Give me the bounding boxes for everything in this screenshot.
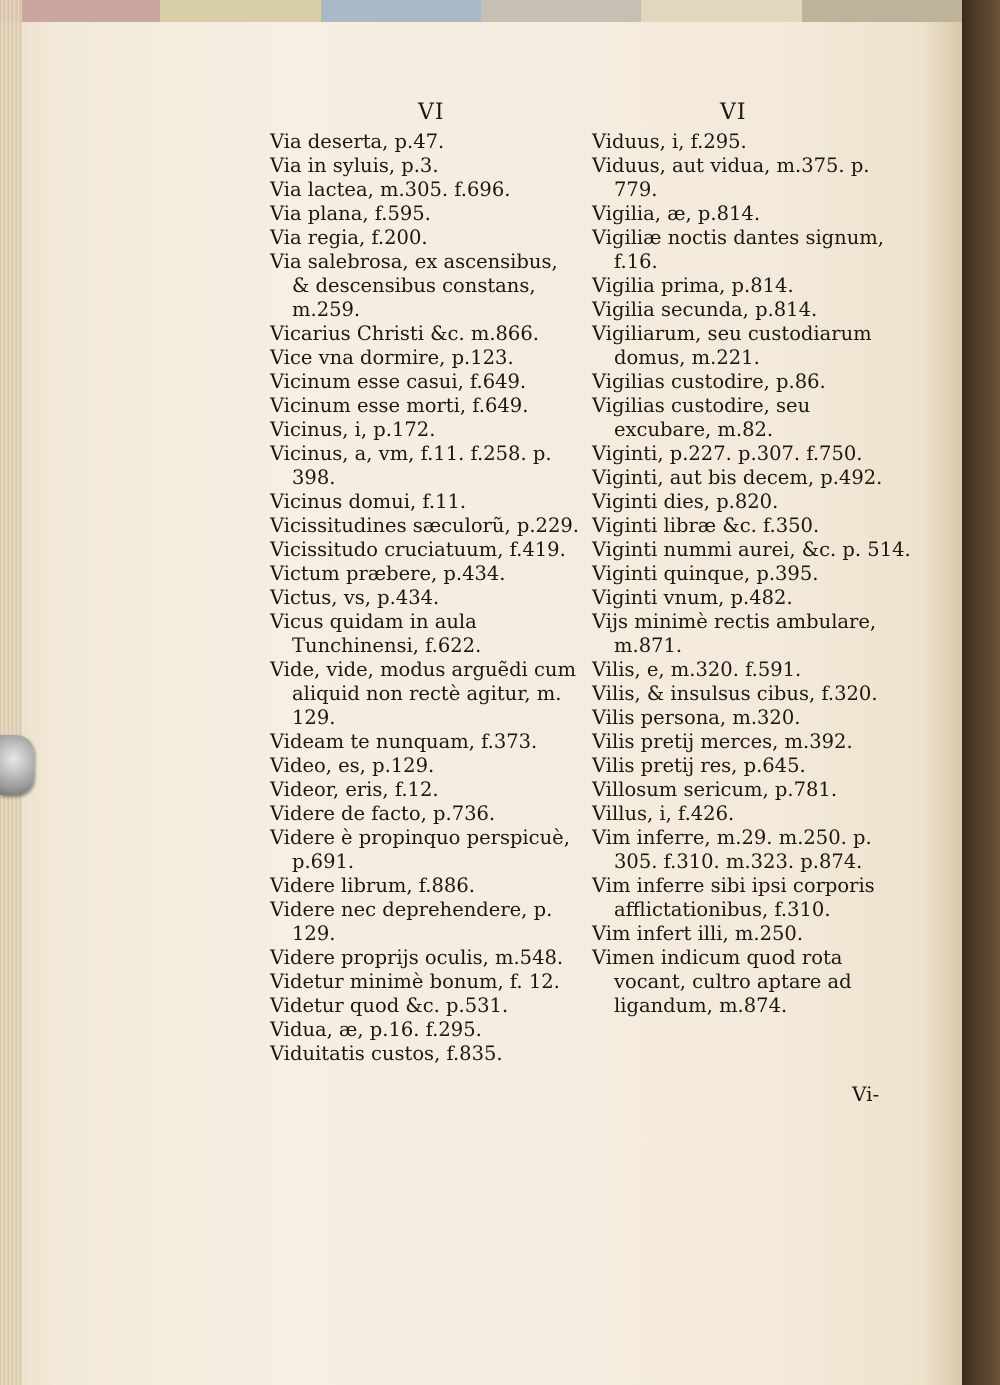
index-entry: Viginti dies, p.820. xyxy=(592,490,779,513)
index-entry: Villosum sericum, p.781. xyxy=(592,778,838,801)
index-entry: Vim infert illi, m.250. xyxy=(592,922,804,945)
index-entry: Via plana, f.595. xyxy=(270,202,431,225)
index-entry: Via salebrosa, ex ascensibus, & descensibus constans, m.259. xyxy=(270,250,558,321)
index-entry: Video, es, p.129. xyxy=(270,754,435,777)
index-entry: Videtur quod &c. p.531. xyxy=(270,994,509,1017)
index-entry: Viginti nummi aurei, &c. p. 514. xyxy=(592,538,911,561)
index-entry: Viduitatis custos, f.835. xyxy=(270,1042,503,1065)
index-entry: Vigilia secunda, p.814. xyxy=(592,298,818,321)
color-calibration-strip xyxy=(0,0,962,22)
catchword: Vi- xyxy=(852,1082,880,1106)
left-column-header: VI xyxy=(418,100,445,125)
index-entry: Vim inferre, m.29. m.250. p. 305. f.310. m.323. p.874. xyxy=(592,826,872,873)
index-entry: Vilis pretij res, p.645. xyxy=(592,754,806,777)
index-entry: Via regia, f.200. xyxy=(270,226,428,249)
index-entry: Viginti, aut bis decem, p.492. xyxy=(592,466,883,489)
index-entry: Vicissitudo cruciatuum, f.419. xyxy=(270,538,566,561)
index-entry: Videre proprijs oculis, m.548. xyxy=(270,946,564,969)
index-entry: Viginti, p.227. p.307. f.750. xyxy=(592,442,863,465)
index-entry: Vicinus, a, vm, f.11. f.258. p. 398. xyxy=(270,442,552,489)
index-entry: Vigiliarum, seu custodiarum domus, m.221. xyxy=(592,322,872,369)
index-entry: Via lactea, m.305. f.696. xyxy=(270,178,511,201)
index-entry: Vigilia, æ, p.814. xyxy=(592,202,761,225)
index-entry: Vilis, & insulsus cibus, f.320. xyxy=(592,682,878,705)
index-entry: Via in syluis, p.3. xyxy=(270,154,439,177)
index-entry: Vicissitudines sæculorũ, p.229. xyxy=(270,514,579,537)
index-entry: Vide, vide, modus arguẽdi cum aliquid non rectè agitur, m. 129. xyxy=(270,658,576,729)
right-column-header: VI xyxy=(720,100,747,125)
index-entry: Viginti vnum, p.482. xyxy=(592,586,793,609)
index-entry: Victum præbere, p.434. xyxy=(270,562,506,585)
index-entry: Vicus quidam in aula Tunchinensi, f.622. xyxy=(270,610,482,657)
index-entry: Vice vna dormire, p.123. xyxy=(270,346,514,369)
index-entry: Viduus, i, f.295. xyxy=(592,130,747,153)
index-entry: Via deserta, p.47. xyxy=(270,130,445,153)
index-entry: Vigilia prima, p.814. xyxy=(592,274,794,297)
index-entry: Vilis persona, m.320. xyxy=(592,706,801,729)
index-entry: Videam te nunquam, f.373. xyxy=(270,730,538,753)
index-entry: Vilis pretij merces, m.392. xyxy=(592,730,853,753)
index-entry: Vimen indicum quod rota vocant, cultro aptare ad ligandum, m.874. xyxy=(592,946,852,1017)
index-entry: Videre nec deprehendere, p. 129. xyxy=(270,898,553,945)
right-index-column xyxy=(592,130,912,1018)
index-entry: Videre librum, f.886. xyxy=(270,874,475,897)
index-entry: Videor, eris, f.12. xyxy=(270,778,439,801)
index-entry: Vijs minimè rectis ambulare, m.871. xyxy=(592,610,877,657)
index-entry: Vigilias custodire, seu excubare, m.82. xyxy=(592,394,811,441)
index-entry: Viginti libræ &c. f.350. xyxy=(592,514,820,537)
index-entry: Victus, vs, p.434. xyxy=(270,586,440,609)
index-entry: Vicarius Christi &c. m.866. xyxy=(270,322,539,345)
page-clip xyxy=(0,735,34,795)
index-entry: Vigilias custodire, p.86. xyxy=(592,370,826,393)
index-entry: Videre è propinquo perspicuè, p.691. xyxy=(270,826,570,873)
index-entry: Villus, i, f.426. xyxy=(592,802,735,825)
index-entry: Vicinum esse casui, f.649. xyxy=(270,370,527,393)
index-entry: Vicinus domui, f.11. xyxy=(270,490,467,513)
index-entry: Videre de facto, p.736. xyxy=(270,802,496,825)
index-entry: Vilis, e, m.320. f.591. xyxy=(592,658,802,681)
page-stack-edges xyxy=(0,0,22,1385)
index-entry: Vicinus, i, p.172. xyxy=(270,418,436,441)
index-entry: Viginti quinque, p.395. xyxy=(592,562,819,585)
index-entry: Videtur minimè bonum, f. 12. xyxy=(270,970,560,993)
index-entry: Vicinum esse morti, f.649. xyxy=(270,394,529,417)
index-entry: Vigiliæ noctis dantes signum, f.16. xyxy=(592,226,884,273)
index-entry: Vim inferre sibi ipsi corporis afflictationibus, f.310. xyxy=(592,874,875,921)
index-entry: Viduus, aut vidua, m.375. p. 779. xyxy=(592,154,870,201)
left-index-column xyxy=(270,130,580,1066)
index-entry: Vidua, æ, p.16. f.295. xyxy=(270,1018,482,1041)
